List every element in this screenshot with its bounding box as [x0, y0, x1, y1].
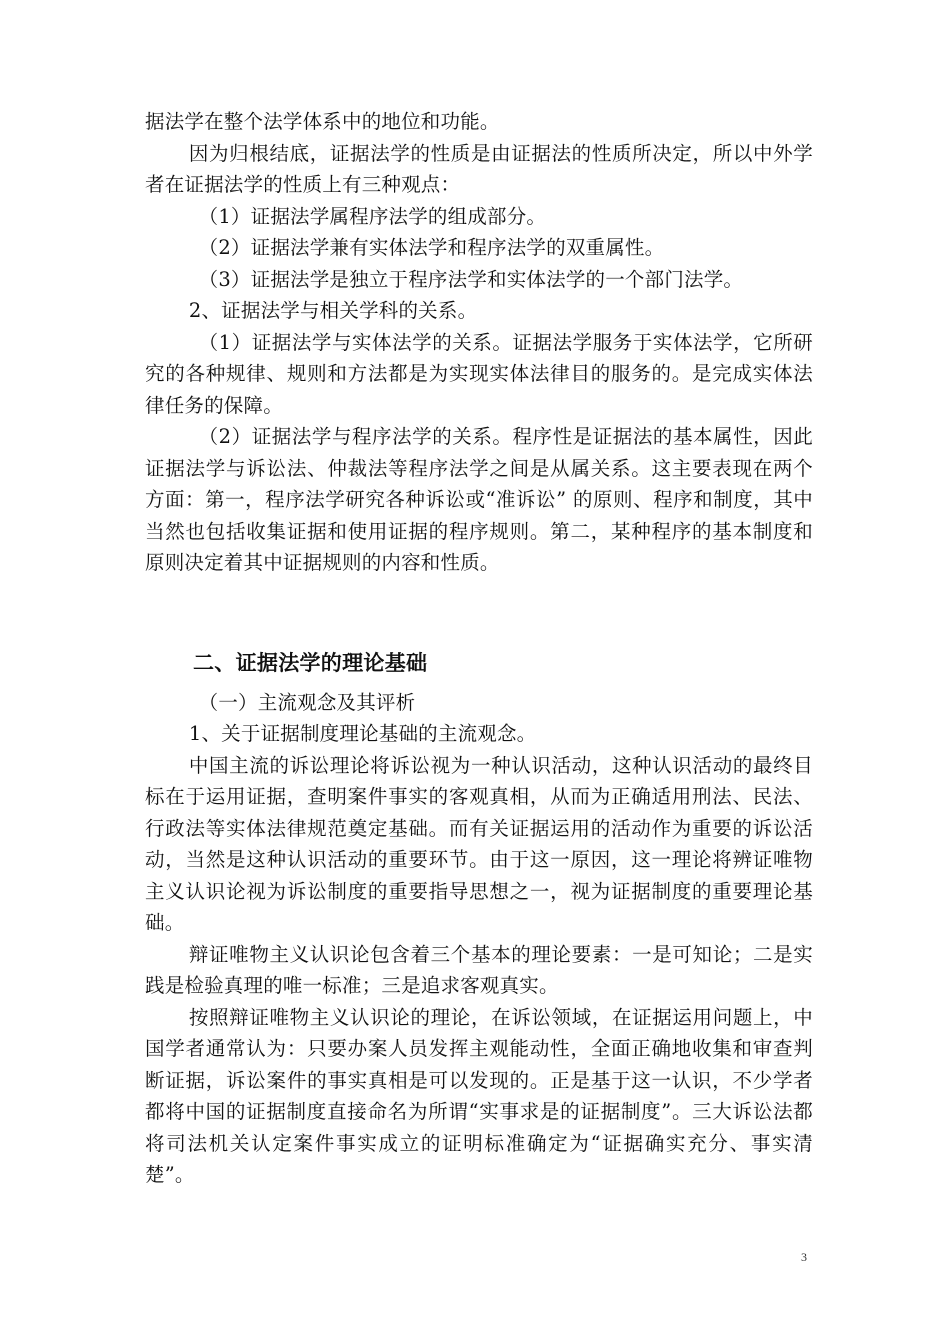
list-item-view-1: （1）证据法学属程序法学的组成部分。 — [198, 204, 547, 228]
paragraph-continuation: 据法学在整个法学体系中的地位和功能。 — [145, 110, 500, 133]
section-heading: 二、证据法学的理论基础 — [193, 650, 428, 675]
paragraph-substantive-law-relation: （1）证据法学与实体法学的关系。证据法学服务于实体法学，它所研究的各种规律、规则和方法都是为实现实体法律目的服务的。是完成实体法律任务的保障。 — [145, 330, 813, 417]
list-item-view-3: （3）证据法学是独立于程序法学和实体法学的一个部门法学。 — [198, 267, 744, 291]
page-number: 3 — [801, 1250, 807, 1264]
paragraph-three-elements: 辩证唯物主义认识论包含着三个基本的理论要素：一是可知论；二是实践是检验真理的唯一标准；三是追求客观真实。 — [145, 942, 813, 997]
paragraph-procedural-law-relation: （2）证据法学与程序法学的关系。程序性是证据法的基本属性，因此证据法学与诉讼法、仲裁法等程序法学之间是从属关系。这主要表现在两个方面：第一，程序法学研究各种诉讼或“准诉讼” 的原则、程序和制度，其中当然也包括收集证据和使用证据的程序规则。第二，某种程序的基本制度和原则决定着其中证据规则的内容和性质。 — [145, 425, 813, 574]
list-item-view-2: （2）证据法学兼有实体法学和程序法学的双重属性。 — [198, 236, 665, 259]
paragraph-scholars-view: 按照辩证唯物主义认识论的理论，在诉讼领域，在证据运用问题上，中国学者通常认为：只要办案人员发挥主观能动性，全面正确地收集和审查判断证据，诉讼案件的事实真相是可以发现的。正是基于这一认识，不少学者都将中国的证据制度直接命名为所谓“实事求是的证据制度”。三大诉讼法都将司法机关认定案件事实成立的证明标准确定为“证据确实充分、事实清楚”。 — [145, 1005, 813, 1186]
section-spacer — [145, 579, 813, 645]
subheading-mainstream-concept: 1、关于证据制度理论基础的主流观念。 — [188, 722, 537, 745]
subheading-related-disciplines: 2、证据法学与相关学科的关系。 — [188, 299, 478, 322]
paragraph-cognitive-activity: 中国主流的诉讼理论将诉讼视为一种认识活动，这种认识活动的最终目标在于运用证据，查明案件事实的客观真相，从而为正确适用刑法、民法、行政法等实体法律规范奠定基础。而有关证据运用的活动作为重要的诉讼活动，当然是这种认识活动的重要环节。由于这一原因，这一理论将辨证唯物主义认识论视为诉讼制度的重要指导思想之一，视为证据制度的重要理论基础。 — [145, 753, 813, 934]
paragraph-nature-views: 因为归根结底，证据法学的性质是由证据法的性质所决定，所以中外学者在证据法学的性质上有三种观点： — [145, 141, 813, 196]
subsection-heading-mainstream: （一）主流观念及其评析 — [198, 690, 416, 714]
document-body — [145, 106, 813, 1191]
